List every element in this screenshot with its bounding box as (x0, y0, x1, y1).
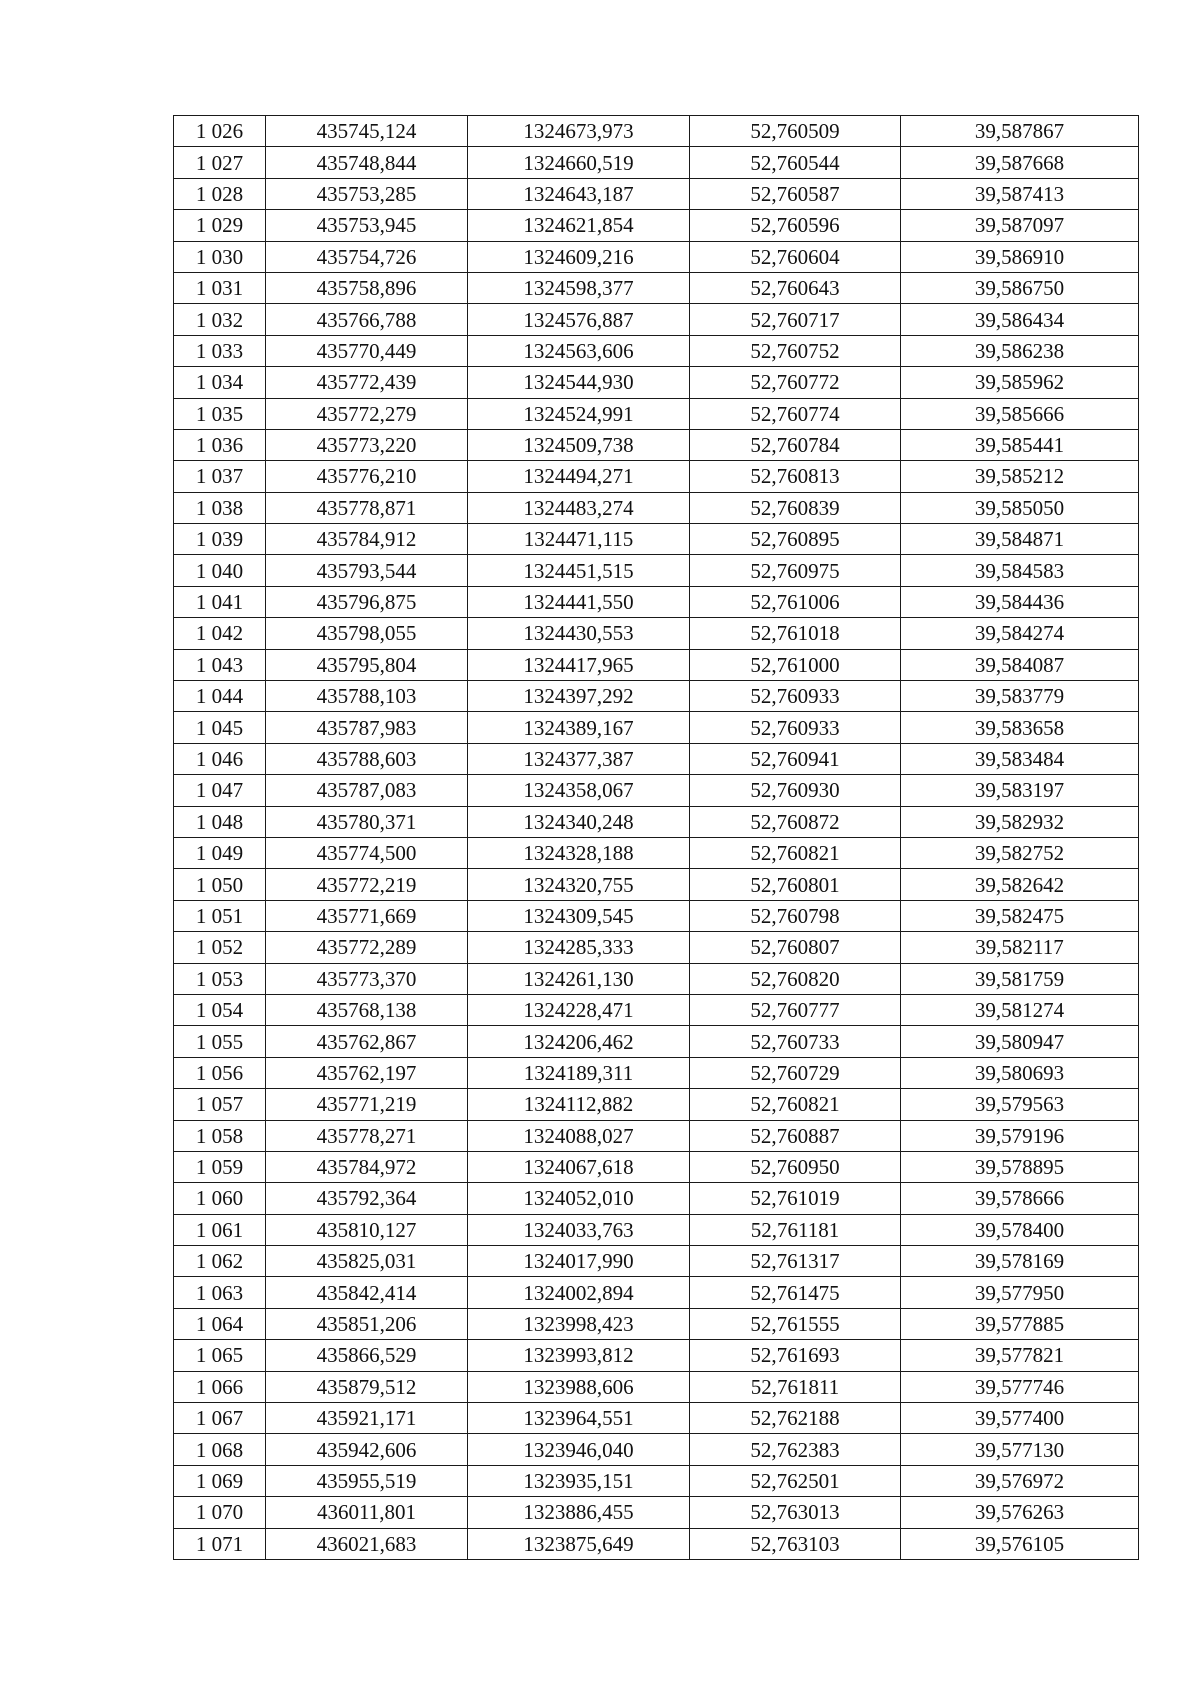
x-coordinate-cell: 435780,371 (266, 806, 468, 837)
x-coordinate-cell: 436011,801 (266, 1497, 468, 1528)
x-coordinate-cell: 435773,370 (266, 963, 468, 994)
longitude-cell: 39,583779 (901, 681, 1139, 712)
x-coordinate-cell: 435955,519 (266, 1465, 468, 1496)
point-number-cell: 1 043 (174, 649, 266, 680)
table-row (174, 932, 1139, 963)
x-coordinate-cell: 435825,031 (266, 1246, 468, 1277)
point-number-cell: 1 027 (174, 147, 266, 178)
y-coordinate-cell: 1324052,010 (468, 1183, 690, 1214)
coordinates-table-body (174, 116, 1139, 1560)
longitude-cell: 39,584087 (901, 649, 1139, 680)
longitude-cell: 39,587668 (901, 147, 1139, 178)
table-row (174, 1465, 1139, 1496)
longitude-cell: 39,586238 (901, 335, 1139, 366)
point-number-cell: 1 069 (174, 1465, 266, 1496)
longitude-cell: 39,583658 (901, 712, 1139, 743)
table-row (174, 1151, 1139, 1182)
point-number-cell: 1 059 (174, 1151, 266, 1182)
point-number-cell: 1 044 (174, 681, 266, 712)
y-coordinate-cell: 1323993,812 (468, 1340, 690, 1371)
longitude-cell: 39,578666 (901, 1183, 1139, 1214)
latitude-cell: 52,762383 (690, 1434, 901, 1465)
x-coordinate-cell: 435788,103 (266, 681, 468, 712)
longitude-cell: 39,582932 (901, 806, 1139, 837)
latitude-cell: 52,760821 (690, 1089, 901, 1120)
x-coordinate-cell: 435942,606 (266, 1434, 468, 1465)
x-coordinate-cell: 435787,083 (266, 775, 468, 806)
y-coordinate-cell: 1324033,763 (468, 1214, 690, 1245)
x-coordinate-cell: 435758,896 (266, 272, 468, 303)
point-number-cell: 1 053 (174, 963, 266, 994)
latitude-cell: 52,760821 (690, 837, 901, 868)
longitude-cell: 39,582642 (901, 869, 1139, 900)
y-coordinate-cell: 1324389,167 (468, 712, 690, 743)
x-coordinate-cell: 435787,983 (266, 712, 468, 743)
table-row (174, 681, 1139, 712)
point-number-cell: 1 048 (174, 806, 266, 837)
table-row (174, 367, 1139, 398)
x-coordinate-cell: 435810,127 (266, 1214, 468, 1245)
table-row (174, 1183, 1139, 1214)
longitude-cell: 39,577885 (901, 1308, 1139, 1339)
point-number-cell: 1 058 (174, 1120, 266, 1151)
point-number-cell: 1 037 (174, 461, 266, 492)
latitude-cell: 52,760729 (690, 1057, 901, 1088)
y-coordinate-cell: 1324285,333 (468, 932, 690, 963)
x-coordinate-cell: 435772,219 (266, 869, 468, 900)
table-row (174, 492, 1139, 523)
latitude-cell: 52,760774 (690, 398, 901, 429)
x-coordinate-cell: 435784,972 (266, 1151, 468, 1182)
table-row (174, 1371, 1139, 1402)
point-number-cell: 1 040 (174, 555, 266, 586)
y-coordinate-cell: 1324067,618 (468, 1151, 690, 1182)
x-coordinate-cell: 435792,364 (266, 1183, 468, 1214)
y-coordinate-cell: 1324228,471 (468, 994, 690, 1025)
latitude-cell: 52,760807 (690, 932, 901, 963)
table-row (174, 147, 1139, 178)
longitude-cell: 39,587413 (901, 178, 1139, 209)
y-coordinate-cell: 1324430,553 (468, 618, 690, 649)
point-number-cell: 1 065 (174, 1340, 266, 1371)
longitude-cell: 39,585441 (901, 429, 1139, 460)
table-row (174, 1277, 1139, 1308)
table-row (174, 900, 1139, 931)
y-coordinate-cell: 1324358,067 (468, 775, 690, 806)
x-coordinate-cell: 435772,289 (266, 932, 468, 963)
table-row (174, 1497, 1139, 1528)
y-coordinate-cell: 1324673,973 (468, 116, 690, 147)
longitude-cell: 39,578169 (901, 1246, 1139, 1277)
latitude-cell: 52,760784 (690, 429, 901, 460)
latitude-cell: 52,761019 (690, 1183, 901, 1214)
point-number-cell: 1 047 (174, 775, 266, 806)
table-row (174, 994, 1139, 1025)
x-coordinate-cell: 435770,449 (266, 335, 468, 366)
longitude-cell: 39,586910 (901, 241, 1139, 272)
longitude-cell: 39,579563 (901, 1089, 1139, 1120)
longitude-cell: 39,584274 (901, 618, 1139, 649)
x-coordinate-cell: 435748,844 (266, 147, 468, 178)
point-number-cell: 1 049 (174, 837, 266, 868)
latitude-cell: 52,761006 (690, 586, 901, 617)
longitude-cell: 39,584583 (901, 555, 1139, 586)
latitude-cell: 52,760604 (690, 241, 901, 272)
x-coordinate-cell: 435784,912 (266, 524, 468, 555)
latitude-cell: 52,761181 (690, 1214, 901, 1245)
table-row (174, 1089, 1139, 1120)
latitude-cell: 52,760872 (690, 806, 901, 837)
y-coordinate-cell: 1323964,551 (468, 1403, 690, 1434)
latitude-cell: 52,760941 (690, 743, 901, 774)
table-row (174, 210, 1139, 241)
latitude-cell: 52,760933 (690, 712, 901, 743)
table-row (174, 1214, 1139, 1245)
x-coordinate-cell: 435798,055 (266, 618, 468, 649)
y-coordinate-cell: 1324417,965 (468, 649, 690, 680)
longitude-cell: 39,586750 (901, 272, 1139, 303)
y-coordinate-cell: 1324563,606 (468, 335, 690, 366)
point-number-cell: 1 068 (174, 1434, 266, 1465)
latitude-cell: 52,763013 (690, 1497, 901, 1528)
y-coordinate-cell: 1324471,115 (468, 524, 690, 555)
x-coordinate-cell: 435921,171 (266, 1403, 468, 1434)
table-row (174, 1403, 1139, 1434)
table-row (174, 1120, 1139, 1151)
y-coordinate-cell: 1324320,755 (468, 869, 690, 900)
longitude-cell: 39,584871 (901, 524, 1139, 555)
x-coordinate-cell: 435778,871 (266, 492, 468, 523)
y-coordinate-cell: 1323935,151 (468, 1465, 690, 1496)
longitude-cell: 39,584436 (901, 586, 1139, 617)
x-coordinate-cell: 435788,603 (266, 743, 468, 774)
latitude-cell: 52,760733 (690, 1026, 901, 1057)
x-coordinate-cell: 435776,210 (266, 461, 468, 492)
y-coordinate-cell: 1324660,519 (468, 147, 690, 178)
point-number-cell: 1 034 (174, 367, 266, 398)
table-row (174, 304, 1139, 335)
y-coordinate-cell: 1323988,606 (468, 1371, 690, 1402)
y-coordinate-cell: 1324206,462 (468, 1026, 690, 1057)
y-coordinate-cell: 1324340,248 (468, 806, 690, 837)
longitude-cell: 39,577400 (901, 1403, 1139, 1434)
longitude-cell: 39,581759 (901, 963, 1139, 994)
longitude-cell: 39,582752 (901, 837, 1139, 868)
point-number-cell: 1 070 (174, 1497, 266, 1528)
point-number-cell: 1 033 (174, 335, 266, 366)
point-number-cell: 1 057 (174, 1089, 266, 1120)
point-number-cell: 1 056 (174, 1057, 266, 1088)
latitude-cell: 52,760839 (690, 492, 901, 523)
point-number-cell: 1 046 (174, 743, 266, 774)
y-coordinate-cell: 1323875,649 (468, 1528, 690, 1559)
latitude-cell: 52,762501 (690, 1465, 901, 1496)
x-coordinate-cell: 435753,285 (266, 178, 468, 209)
x-coordinate-cell: 436021,683 (266, 1528, 468, 1559)
point-number-cell: 1 039 (174, 524, 266, 555)
latitude-cell: 52,760772 (690, 367, 901, 398)
longitude-cell: 39,578895 (901, 1151, 1139, 1182)
latitude-cell: 52,761000 (690, 649, 901, 680)
latitude-cell: 52,760596 (690, 210, 901, 241)
x-coordinate-cell: 435762,197 (266, 1057, 468, 1088)
table-row (174, 869, 1139, 900)
latitude-cell: 52,760798 (690, 900, 901, 931)
point-number-cell: 1 055 (174, 1026, 266, 1057)
x-coordinate-cell: 435745,124 (266, 116, 468, 147)
x-coordinate-cell: 435851,206 (266, 1308, 468, 1339)
x-coordinate-cell: 435774,500 (266, 837, 468, 868)
latitude-cell: 52,760544 (690, 147, 901, 178)
latitude-cell: 52,760930 (690, 775, 901, 806)
latitude-cell: 52,760509 (690, 116, 901, 147)
x-coordinate-cell: 435796,875 (266, 586, 468, 617)
point-number-cell: 1 050 (174, 869, 266, 900)
latitude-cell: 52,761693 (690, 1340, 901, 1371)
y-coordinate-cell: 1324609,216 (468, 241, 690, 272)
x-coordinate-cell: 435762,867 (266, 1026, 468, 1057)
latitude-cell: 52,760752 (690, 335, 901, 366)
table-row (174, 116, 1139, 147)
y-coordinate-cell: 1324621,854 (468, 210, 690, 241)
latitude-cell: 52,760820 (690, 963, 901, 994)
longitude-cell: 39,577950 (901, 1277, 1139, 1308)
longitude-cell: 39,587867 (901, 116, 1139, 147)
y-coordinate-cell: 1323946,040 (468, 1434, 690, 1465)
y-coordinate-cell: 1324309,545 (468, 900, 690, 931)
y-coordinate-cell: 1324189,311 (468, 1057, 690, 1088)
y-coordinate-cell: 1323886,455 (468, 1497, 690, 1528)
latitude-cell: 52,762188 (690, 1403, 901, 1434)
longitude-cell: 39,583484 (901, 743, 1139, 774)
longitude-cell: 39,580693 (901, 1057, 1139, 1088)
x-coordinate-cell: 435879,512 (266, 1371, 468, 1402)
latitude-cell: 52,761555 (690, 1308, 901, 1339)
table-row (174, 1340, 1139, 1371)
point-number-cell: 1 060 (174, 1183, 266, 1214)
x-coordinate-cell: 435766,788 (266, 304, 468, 335)
x-coordinate-cell: 435754,726 (266, 241, 468, 272)
point-number-cell: 1 064 (174, 1308, 266, 1339)
y-coordinate-cell: 1324002,894 (468, 1277, 690, 1308)
y-coordinate-cell: 1324451,515 (468, 555, 690, 586)
x-coordinate-cell: 435772,439 (266, 367, 468, 398)
table-row (174, 241, 1139, 272)
latitude-cell: 52,760887 (690, 1120, 901, 1151)
longitude-cell: 39,579196 (901, 1120, 1139, 1151)
latitude-cell: 52,763103 (690, 1528, 901, 1559)
x-coordinate-cell: 435772,279 (266, 398, 468, 429)
point-number-cell: 1 061 (174, 1214, 266, 1245)
latitude-cell: 52,761317 (690, 1246, 901, 1277)
table-row (174, 712, 1139, 743)
point-number-cell: 1 045 (174, 712, 266, 743)
table-row (174, 555, 1139, 586)
point-number-cell: 1 051 (174, 900, 266, 931)
longitude-cell: 39,582117 (901, 932, 1139, 963)
point-number-cell: 1 029 (174, 210, 266, 241)
latitude-cell: 52,760801 (690, 869, 901, 900)
longitude-cell: 39,586434 (901, 304, 1139, 335)
longitude-cell: 39,577746 (901, 1371, 1139, 1402)
table-row (174, 1308, 1139, 1339)
x-coordinate-cell: 435768,138 (266, 994, 468, 1025)
latitude-cell: 52,760933 (690, 681, 901, 712)
x-coordinate-cell: 435793,544 (266, 555, 468, 586)
point-number-cell: 1 071 (174, 1528, 266, 1559)
latitude-cell: 52,760975 (690, 555, 901, 586)
table-row (174, 524, 1139, 555)
point-number-cell: 1 041 (174, 586, 266, 617)
y-coordinate-cell: 1324017,990 (468, 1246, 690, 1277)
x-coordinate-cell: 435753,945 (266, 210, 468, 241)
x-coordinate-cell: 435771,219 (266, 1089, 468, 1120)
y-coordinate-cell: 1324576,887 (468, 304, 690, 335)
point-number-cell: 1 035 (174, 398, 266, 429)
table-row (174, 649, 1139, 680)
x-coordinate-cell: 435778,271 (266, 1120, 468, 1151)
point-number-cell: 1 028 (174, 178, 266, 209)
latitude-cell: 52,760587 (690, 178, 901, 209)
y-coordinate-cell: 1323998,423 (468, 1308, 690, 1339)
table-row (174, 429, 1139, 460)
table-row (174, 398, 1139, 429)
longitude-cell: 39,576263 (901, 1497, 1139, 1528)
longitude-cell: 39,585212 (901, 461, 1139, 492)
longitude-cell: 39,577821 (901, 1340, 1139, 1371)
latitude-cell: 52,760717 (690, 304, 901, 335)
point-number-cell: 1 063 (174, 1277, 266, 1308)
table-row (174, 586, 1139, 617)
point-number-cell: 1 036 (174, 429, 266, 460)
coordinates-table (173, 115, 1139, 1560)
longitude-cell: 39,581274 (901, 994, 1139, 1025)
latitude-cell: 52,760777 (690, 994, 901, 1025)
longitude-cell: 39,585666 (901, 398, 1139, 429)
table-row (174, 743, 1139, 774)
longitude-cell: 39,576972 (901, 1465, 1139, 1496)
y-coordinate-cell: 1324377,387 (468, 743, 690, 774)
y-coordinate-cell: 1324328,188 (468, 837, 690, 868)
longitude-cell: 39,585050 (901, 492, 1139, 523)
longitude-cell: 39,583197 (901, 775, 1139, 806)
point-number-cell: 1 054 (174, 994, 266, 1025)
longitude-cell: 39,580947 (901, 1026, 1139, 1057)
table-row (174, 963, 1139, 994)
y-coordinate-cell: 1324483,274 (468, 492, 690, 523)
x-coordinate-cell: 435866,529 (266, 1340, 468, 1371)
table-row (174, 837, 1139, 868)
point-number-cell: 1 042 (174, 618, 266, 649)
y-coordinate-cell: 1324524,991 (468, 398, 690, 429)
latitude-cell: 52,761475 (690, 1277, 901, 1308)
latitude-cell: 52,761811 (690, 1371, 901, 1402)
latitude-cell: 52,761018 (690, 618, 901, 649)
table-row (174, 272, 1139, 303)
latitude-cell: 52,760950 (690, 1151, 901, 1182)
longitude-cell: 39,577130 (901, 1434, 1139, 1465)
longitude-cell: 39,587097 (901, 210, 1139, 241)
point-number-cell: 1 066 (174, 1371, 266, 1402)
table-row (174, 1026, 1139, 1057)
y-coordinate-cell: 1324397,292 (468, 681, 690, 712)
table-row (174, 775, 1139, 806)
table-row (174, 461, 1139, 492)
point-number-cell: 1 030 (174, 241, 266, 272)
point-number-cell: 1 052 (174, 932, 266, 963)
longitude-cell: 39,576105 (901, 1528, 1139, 1559)
x-coordinate-cell: 435795,804 (266, 649, 468, 680)
x-coordinate-cell: 435771,669 (266, 900, 468, 931)
table-row (174, 178, 1139, 209)
table-row (174, 1246, 1139, 1277)
point-number-cell: 1 038 (174, 492, 266, 523)
y-coordinate-cell: 1324598,377 (468, 272, 690, 303)
point-number-cell: 1 032 (174, 304, 266, 335)
table-row (174, 335, 1139, 366)
point-number-cell: 1 062 (174, 1246, 266, 1277)
table-row (174, 1528, 1139, 1559)
longitude-cell: 39,585962 (901, 367, 1139, 398)
y-coordinate-cell: 1324509,738 (468, 429, 690, 460)
table-row (174, 806, 1139, 837)
longitude-cell: 39,582475 (901, 900, 1139, 931)
table-row (174, 1434, 1139, 1465)
y-coordinate-cell: 1324261,130 (468, 963, 690, 994)
point-number-cell: 1 026 (174, 116, 266, 147)
y-coordinate-cell: 1324544,930 (468, 367, 690, 398)
y-coordinate-cell: 1324494,271 (468, 461, 690, 492)
table-row (174, 1057, 1139, 1088)
latitude-cell: 52,760813 (690, 461, 901, 492)
longitude-cell: 39,578400 (901, 1214, 1139, 1245)
latitude-cell: 52,760643 (690, 272, 901, 303)
x-coordinate-cell: 435842,414 (266, 1277, 468, 1308)
point-number-cell: 1 031 (174, 272, 266, 303)
x-coordinate-cell: 435773,220 (266, 429, 468, 460)
table-row (174, 618, 1139, 649)
y-coordinate-cell: 1324441,550 (468, 586, 690, 617)
y-coordinate-cell: 1324112,882 (468, 1089, 690, 1120)
point-number-cell: 1 067 (174, 1403, 266, 1434)
y-coordinate-cell: 1324088,027 (468, 1120, 690, 1151)
latitude-cell: 52,760895 (690, 524, 901, 555)
y-coordinate-cell: 1324643,187 (468, 178, 690, 209)
